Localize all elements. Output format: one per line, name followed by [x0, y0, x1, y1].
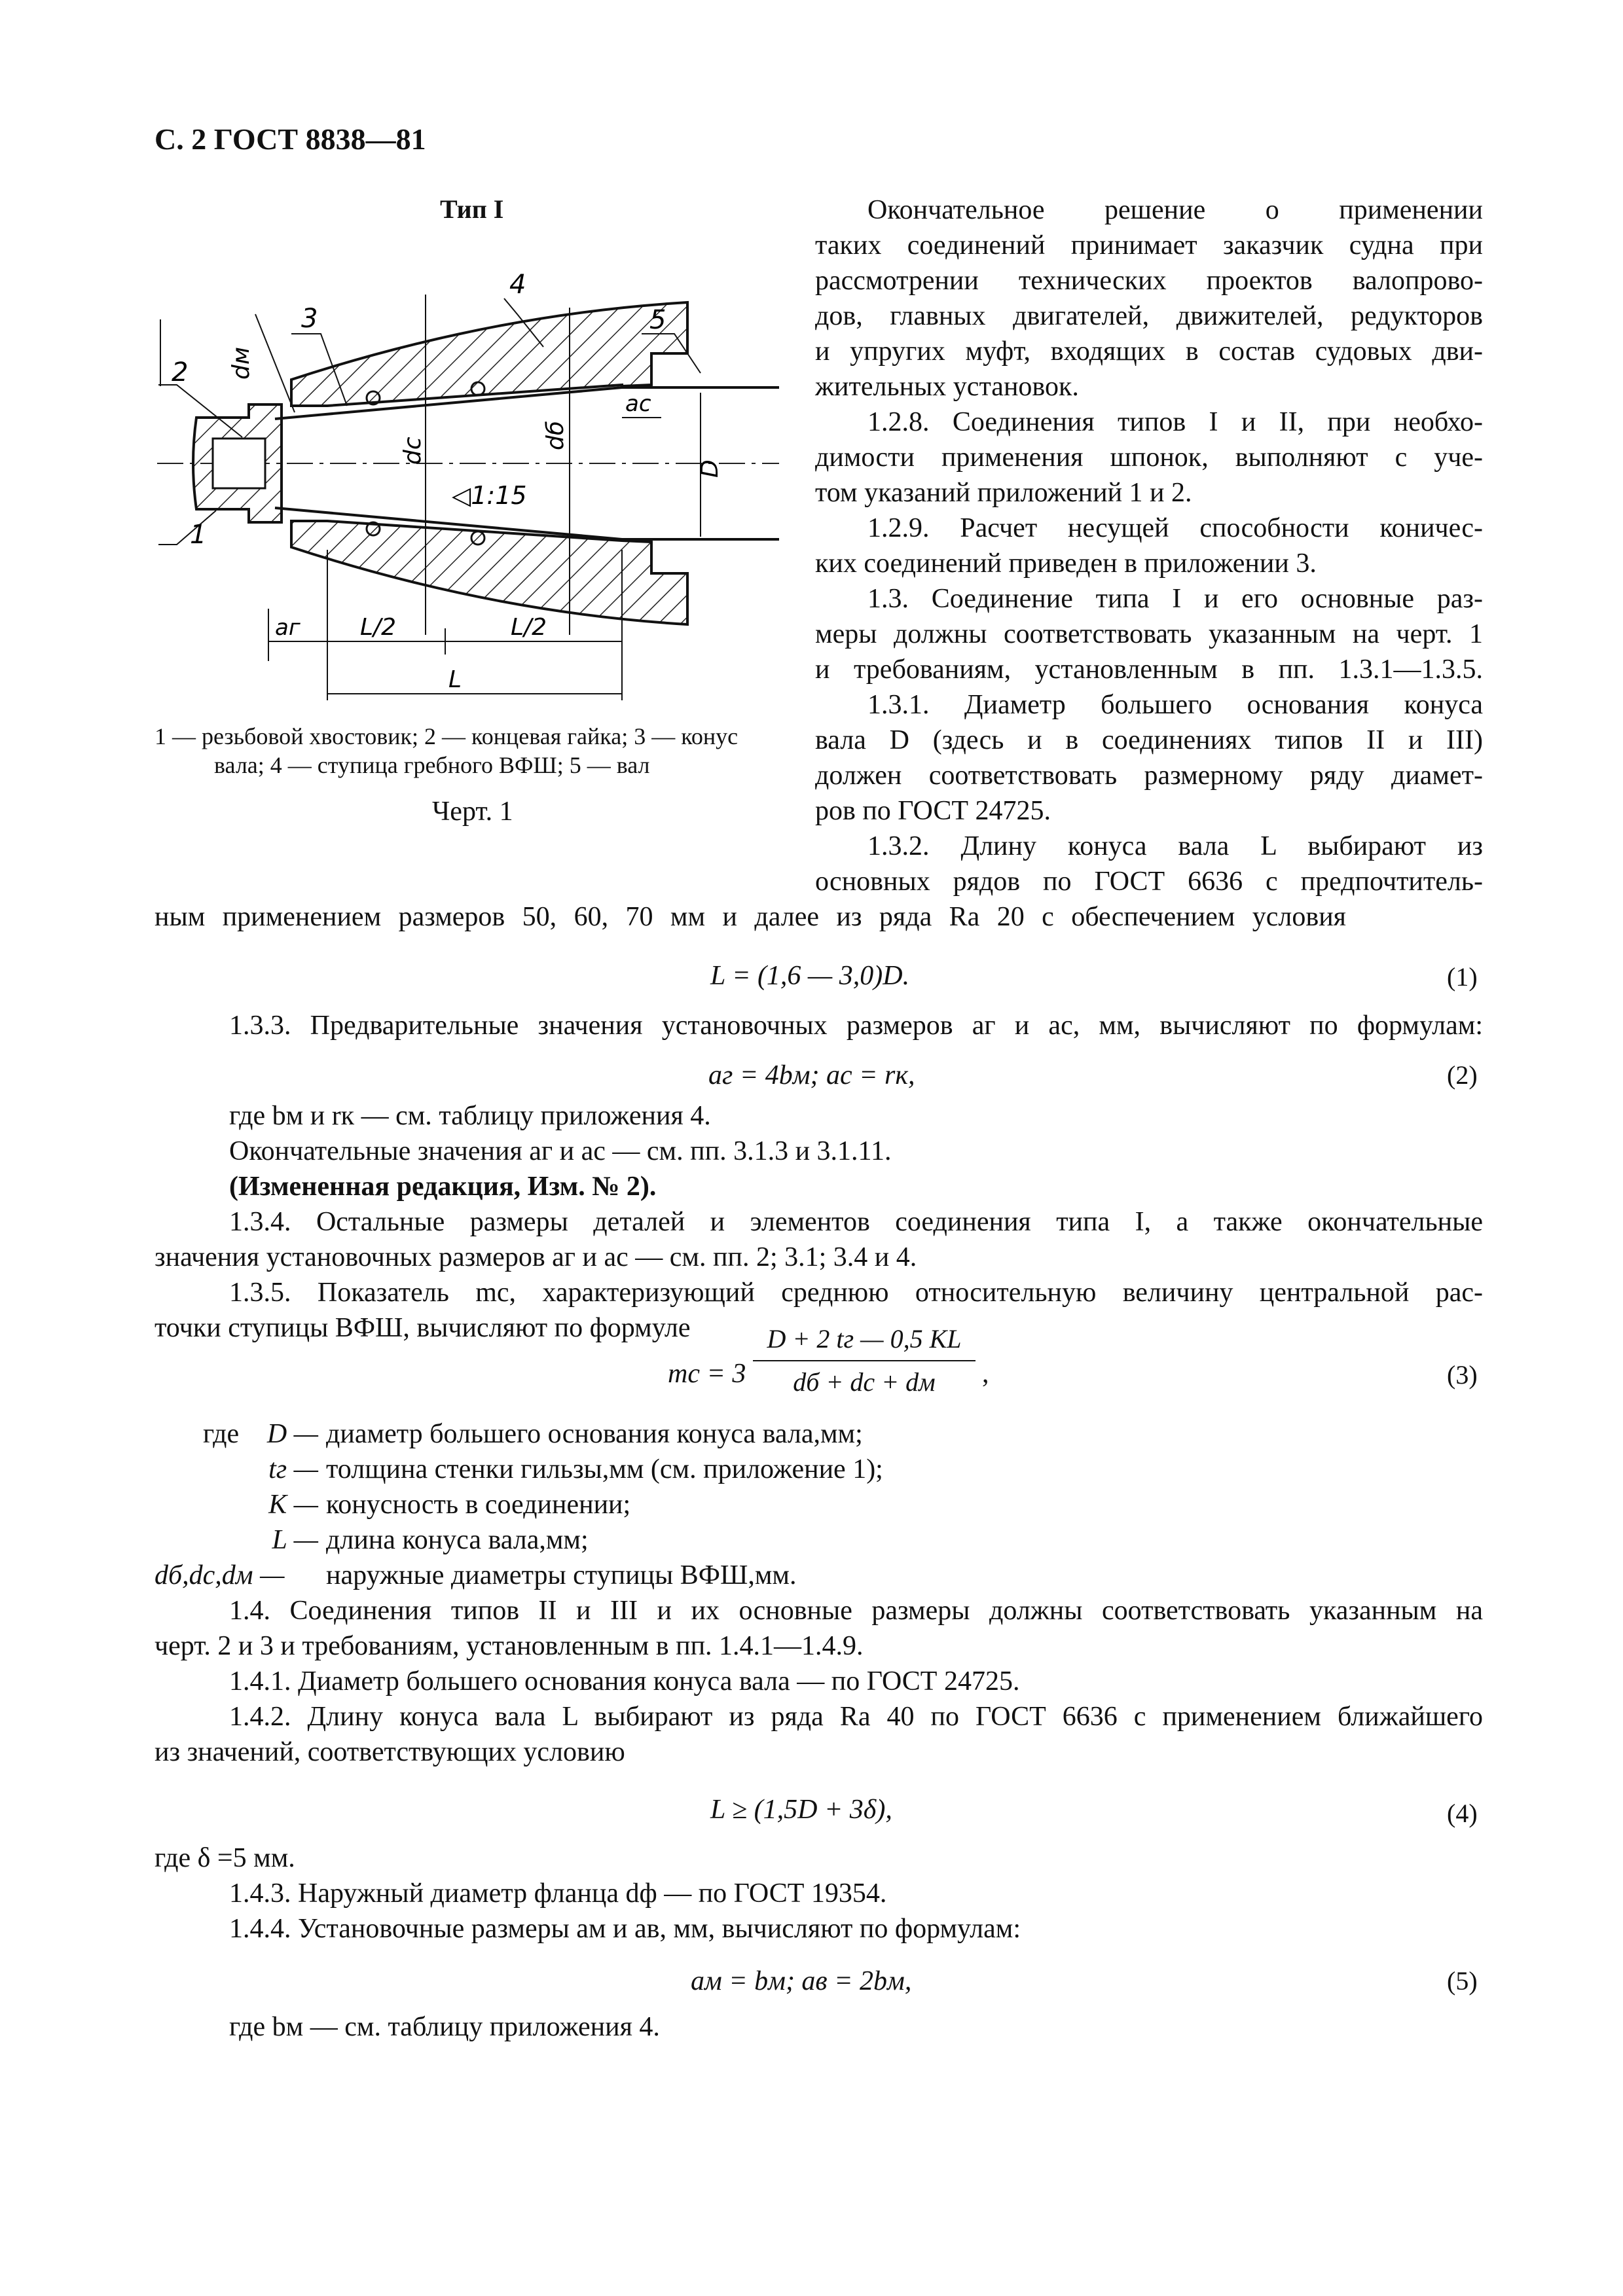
- p-14-a: 1.4. Соединения типов II и III и их основные размеры должны соответствовать указанным на: [229, 1596, 1483, 1626]
- rc-8: том указаний приложений 1 и 2.: [815, 478, 1192, 508]
- formula-2-number: (2): [1447, 1060, 1478, 1090]
- rc-11: 1.3. Соединение типа I и его основные раз-: [867, 584, 1483, 614]
- formula-3-number: (3): [1447, 1360, 1478, 1390]
- where-2: где bм и rк — см. таблицу приложения 4.: [229, 1101, 711, 1131]
- def-text-D: диаметр большего основания конуса вала,мм;: [326, 1419, 863, 1449]
- label-L2b: L/2: [511, 614, 547, 641]
- label-1: 1: [190, 520, 207, 550]
- rc-3: дов, главных двигателей, движителей, редукторов: [815, 301, 1483, 331]
- label-dm: dм: [228, 346, 255, 380]
- rc-4: и упругих муфт, входящих в состав судовых дви-: [815, 336, 1483, 367]
- formula-4: L ≥ (1,5D + 3δ),: [710, 1795, 892, 1825]
- rc-13: и требованиям, установленным в пп. 1.3.1—1.3.5.: [815, 655, 1483, 685]
- label-L: L: [448, 666, 462, 693]
- formula-3-lhs: mс = 3: [668, 1359, 746, 1389]
- figure-legend-2: вала; 4 — ступица гребного ВФШ; 5 — вал: [214, 752, 650, 778]
- page-header: С. 2 ГОСТ 8838—81: [155, 122, 426, 156]
- where-label: где: [203, 1419, 240, 1449]
- p-144: 1.4.4. Установочные размеры aм и aв, мм, вычисляют по формулам:: [229, 1914, 1021, 1944]
- amendment-note: (Измененная редакция, Изм. № 2).: [229, 1172, 657, 1202]
- p-delta: где δ =5 мм.: [155, 1843, 295, 1873]
- rc-16: должен соответствовать размерному ряду диамет-: [815, 761, 1483, 791]
- formula-3-tail: ,: [982, 1359, 989, 1389]
- def-sym-L: L —: [272, 1525, 318, 1555]
- label-D: D: [697, 459, 723, 478]
- figure-drawing: [151, 242, 792, 700]
- formula-3-denominator: dб + dс + dм: [793, 1367, 936, 1397]
- formula-1-number: (1): [1447, 962, 1478, 992]
- rc-19: основных рядов по ГОСТ 6636 с предпочтитель-: [815, 867, 1483, 897]
- rc-17: ров по ГОСТ 24725.: [815, 796, 1051, 826]
- label-taper: ◁1:15: [452, 481, 527, 510]
- rc-12: меры должны соответствовать указанным на черт. 1: [815, 619, 1483, 649]
- rc-10: ких соединений приведен в приложении 3.: [815, 548, 1317, 579]
- def-sym-d: dб,dс,dм —: [155, 1560, 285, 1590]
- figure-caption: Черт. 1: [432, 797, 513, 827]
- rc-14: 1.3.1. Диаметр большего основания конуса: [867, 690, 1483, 720]
- label-ac: ac: [625, 391, 651, 417]
- p-14-b: черт. 2 и 3 и требованиям, установленным в пп. 1.4.1—1.4.9.: [155, 1631, 864, 1661]
- def-sym-D: D —: [266, 1419, 318, 1449]
- rc-15: вала D (здесь и в соединениях типов II и III): [815, 725, 1483, 755]
- figure-type-label: Тип I: [440, 194, 504, 224]
- def-sym-K: K —: [268, 1490, 318, 1520]
- rc-6: 1.2.8. Соединения типов I и II, при необхо-: [867, 407, 1483, 437]
- rc-9: 1.2.9. Расчет несущей способности коничес-: [867, 513, 1483, 543]
- formula-5: aм = bм; aв = 2bм,: [691, 1966, 912, 1996]
- rc-0: Окончательное решение о применении: [867, 195, 1483, 225]
- label-3: 3: [301, 304, 318, 334]
- label-db: dб: [542, 420, 569, 450]
- rc-5: жительных установок.: [815, 372, 1079, 402]
- formula-1: L = (1,6 — 3,0)D.: [710, 961, 910, 991]
- rc-7: димости применения шпонок, выполняют с уче-: [815, 442, 1483, 473]
- p-142-b: из значений, соответствующих условию: [155, 1737, 625, 1767]
- rc-1: таких соединений принимает заказчик судна при: [815, 230, 1483, 260]
- def-sym-t: tг —: [268, 1454, 318, 1484]
- p-132-cont: ным применением размеров 50, 60, 70 мм и далее из ряда Ra 20 с обеспечением условия: [155, 902, 1346, 932]
- label-ag: aг: [275, 615, 301, 641]
- formula-2: aг = 4bм; aс = rк,: [708, 1060, 915, 1090]
- formula-5-number: (5): [1447, 1966, 1478, 1996]
- label-dc: dc: [399, 437, 426, 465]
- rc-2: рассмотрении технических проектов валопрово-: [815, 266, 1483, 296]
- formula-4-number: (4): [1447, 1799, 1478, 1828]
- label-4: 4: [509, 270, 526, 300]
- rc-18: 1.3.2. Длину конуса вала L выбирают из: [867, 831, 1483, 861]
- formula-3-numerator: D + 2 tг — 0,5 KL: [767, 1324, 962, 1354]
- threaded-tail: [213, 439, 265, 488]
- label-5: 5: [649, 305, 666, 335]
- label-2: 2: [172, 357, 189, 387]
- figure-legend-1: 1 — резьбовой хвостовик; 2 — концевая гайка; 3 — конус: [155, 723, 739, 749]
- formula-3-bar: [753, 1360, 976, 1361]
- p-135-b: точки ступицы ВФШ, вычисляют по формуле: [155, 1313, 691, 1343]
- def-text-t: толщина стенки гильзы,мм (см. приложение 1);: [326, 1454, 883, 1484]
- hub-lower: [291, 521, 687, 624]
- p-142-a: 1.4.2. Длину конуса вала L выбирают из ряда Ra 40 по ГОСТ 6636 с применением ближайшего: [229, 1702, 1483, 1732]
- p-141: 1.4.1. Диаметр большего основания конуса вала — по ГОСТ 24725.: [229, 1666, 1020, 1696]
- label-L2a: L/2: [360, 614, 397, 641]
- def-text-L: длина конуса вала,мм;: [326, 1525, 589, 1555]
- def-text-d: наружные диаметры ступицы ВФШ,мм.: [326, 1560, 797, 1590]
- final-values: Окончательные значения aг и aс — см. пп. 3.1.3 и 3.1.11.: [229, 1136, 892, 1166]
- p-135-a: 1.3.5. Показатель mс, характеризующий среднюю относительную величину центральной рас-: [229, 1278, 1483, 1308]
- p-134-b: значения установочных размеров aг и aс — см. пп. 2; 3.1; 3.4 и 4.: [155, 1242, 917, 1272]
- def-text-K: конусность в соединении;: [326, 1490, 631, 1520]
- p-133: 1.3.3. Предварительные значения установочных размеров aг и aс, мм, вычисляют по формулам:: [229, 1011, 1483, 1041]
- where-5: где bм — см. таблицу приложения 4.: [229, 2012, 660, 2042]
- p-143: 1.4.3. Наружный диаметр фланца dф — по ГОСТ 19354.: [229, 1878, 887, 1909]
- p-134-a: 1.3.4. Остальные размеры деталей и элементов соединения типа I, а также окончательные: [229, 1207, 1483, 1237]
